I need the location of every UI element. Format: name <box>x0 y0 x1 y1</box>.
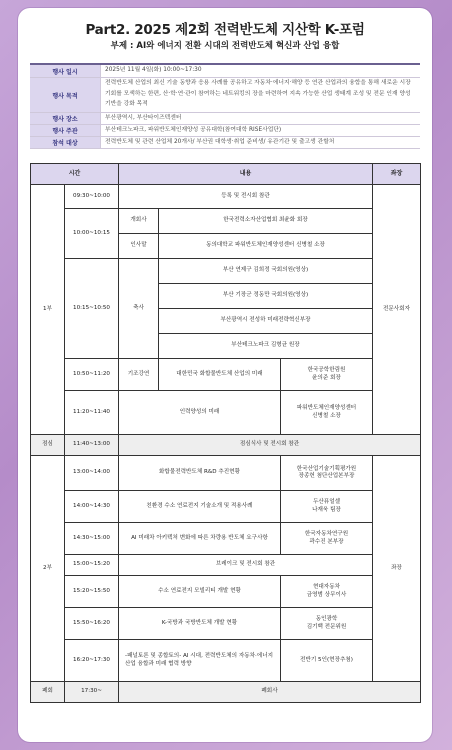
speaker-cell: 한국공학한림원 윤의준 회장 <box>281 359 373 391</box>
table-row <box>31 682 421 703</box>
content-cell: K-국방과 국방반도체 개발 현황 <box>119 608 281 640</box>
info-value: 전력반도체 및 관련 산업체 20개사/ 부산권 대학생·취업 준비생/ 유관기관 및 출고생 관할처 <box>105 139 335 145</box>
content-cell: 한국전력소자산업협회 최윤화 회장 <box>159 209 373 234</box>
table-row <box>31 435 421 456</box>
time-cell: 10:50~11:20 <box>65 359 119 391</box>
session-label: 점심 <box>31 435 65 456</box>
speaker-cell: 현대자동차 금영범 상무이사 <box>281 576 373 608</box>
time-cell: 15:20~15:50 <box>65 576 119 608</box>
time-cell: 13:00~14:00 <box>65 456 119 491</box>
header-content: 내용 <box>119 164 373 185</box>
content-cell: 브레이크 및 전시회 참관 <box>119 555 373 576</box>
time-cell: 14:30~15:00 <box>65 523 119 555</box>
time-cell: 11:20~11:40 <box>65 391 119 435</box>
time-cell: 15:00~15:20 <box>65 555 119 576</box>
speaker-cell: 동인광학 김기백 전문위원 <box>281 608 373 640</box>
table-row <box>31 259 421 284</box>
info-value: 2025년 11월 4일(화) 10:00~17:30 <box>105 67 202 73</box>
speaker-cell: 한국산업기술기획평가원 장종헌 첨단산업본부장 <box>281 456 373 491</box>
label-cell: 인사말 <box>119 234 159 259</box>
chair-cell: 전문사회자 <box>373 185 421 435</box>
content-cell: 폐회사 <box>119 682 421 703</box>
content-cell: 부산 연제구 김희정 국회의원(영상) <box>159 259 373 284</box>
table-row <box>31 555 421 576</box>
content-cell: 부산 기장군 정동만 국회의원(영상) <box>159 284 373 309</box>
page-title: Part2. 2025 제2회 전력반도체 지산학 K-포럼 <box>85 22 365 38</box>
content-cell: 수소 연료전지 모빌리티 개발 현황 <box>119 576 281 608</box>
info-row-venue <box>30 113 420 125</box>
content-cell: 인력양성의 미래 <box>119 391 281 435</box>
info-row-date <box>30 63 420 78</box>
time-cell: 10:00~10:15 <box>65 209 119 259</box>
table-row <box>31 576 421 608</box>
label-cell: 개회사 <box>119 209 159 234</box>
table-row <box>31 640 421 682</box>
content-cell: 부산테크노파크 김형균 원장 <box>159 334 373 359</box>
info-key: 행사 목적 <box>30 78 101 112</box>
content-cell: 대한민국 화합물반도체 산업의 미래 <box>159 359 281 391</box>
info-value: 전력반도체 산업의 최신 기술 동향과 응용 사례를 공유하고 자동차·에너지·해양 등 연관 산업과의 융합을 통해 새로운 시장 기회를 모색하는 한편, 산·학·연·관이 참여하는 네트워킹의 장을 마련하여 지속 가능한 산업 생태계 조성 및 전문 인재 양성 기반을 강화 목적 <box>105 80 411 107</box>
content-cell: 등록 및 전시회 참관 <box>119 185 373 209</box>
label-cell: 축사 <box>119 259 159 359</box>
program-card <box>18 8 432 742</box>
schedule-table <box>30 163 421 703</box>
speaker-cell: 전반기 5인(현장추첨) <box>281 640 373 682</box>
time-cell: 10:15~10:50 <box>65 259 119 359</box>
content-cell: 친환경 수소 연료전지 기술소개 및 적용사례 <box>119 491 281 523</box>
table-row <box>31 359 421 391</box>
table-row <box>31 491 421 523</box>
session-label: 2부 <box>31 456 65 682</box>
content-cell: 부산광역시 전성하 미래전략혁신부장 <box>159 309 373 334</box>
table-row <box>31 185 421 209</box>
label-cell: 기조강연 <box>119 359 159 391</box>
info-key: 행사 장소 <box>30 113 101 124</box>
table-row <box>31 209 421 234</box>
table-row <box>31 456 421 491</box>
speaker-cell: 두산퓨얼셀 나재욱 팀장 <box>281 491 373 523</box>
table-row <box>31 523 421 555</box>
info-value: 부산테크노파크, 파워반도체인재양성 공유대학(참여대학 RISE사업단) <box>105 127 282 133</box>
table-row <box>31 608 421 640</box>
header-chair: 좌장 <box>373 164 421 185</box>
info-key: 참석 대상 <box>30 137 101 148</box>
content-cell: AI 미래차 아키텍처 변화에 따른 차량용 반도체 요구사항 <box>119 523 281 555</box>
content-cell: 동의대학교 파워반도체인재양성센터 신병철 소장 <box>159 234 373 259</box>
content-cell: 화합물전력반도체 R&D 추진현황 <box>119 456 281 491</box>
speaker-cell: 파워반도체인재양성센터 신병철 소장 <box>281 391 373 435</box>
info-key: 행사 일시 <box>30 65 101 77</box>
time-cell: 11:40~13:00 <box>65 435 119 456</box>
event-info <box>30 63 420 149</box>
speaker-cell: 한국자동차연구원 곽수진 본부장 <box>281 523 373 555</box>
time-cell: 17:30~ <box>65 682 119 703</box>
content-cell: -패널토론 및 종합토의- AI 시대, 전력반도체의 자동차·에너지 산업 융합과 미래 협력 방향 <box>119 640 281 682</box>
table-row <box>31 391 421 435</box>
info-key: 행사 주관 <box>30 125 101 136</box>
session-label: 1부 <box>31 185 65 435</box>
time-cell: 09:30~10:00 <box>65 185 119 209</box>
session-label: 폐회 <box>31 682 65 703</box>
info-row-audience <box>30 137 420 149</box>
info-value: 부산광역시, 부산타이즈텍센터 <box>105 115 182 121</box>
chair-cell: 좌장 <box>373 456 421 682</box>
content-cell: 점심식사 및 전시회 참관 <box>119 435 421 456</box>
header-time: 시간 <box>31 164 119 185</box>
schedule-header-row <box>31 164 421 185</box>
info-row-purpose <box>30 78 420 113</box>
time-cell: 15:50~16:20 <box>65 608 119 640</box>
page-subtitle: 부제 : AI와 에너지 전환 시대의 전력반도체 혁신과 산업 융합 <box>110 41 340 51</box>
info-row-host <box>30 125 420 137</box>
time-cell: 16:20~17:30 <box>65 640 119 682</box>
time-cell: 14:00~14:30 <box>65 491 119 523</box>
